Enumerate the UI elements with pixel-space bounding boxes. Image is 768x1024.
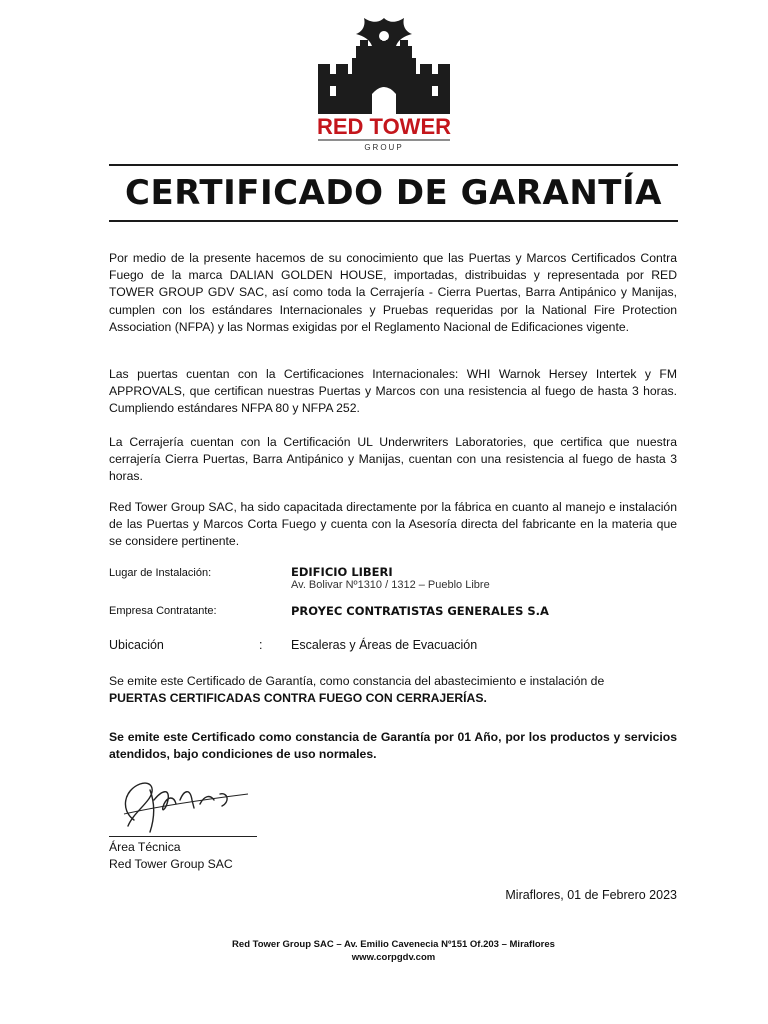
logo-subtitle: GROUP (364, 143, 404, 152)
installation-label: Lugar de Instalación: (109, 567, 212, 579)
location-colon: : (259, 638, 263, 652)
emission-line-1: Se emite este Certificado de Garantía, como constancia del abastecimiento e instalación de (109, 674, 605, 688)
emission-statement (109, 673, 677, 707)
signature-line (109, 836, 257, 837)
paragraph-locksmith: La Cerrajería cuentan con la Certificación UL Underwriters Laboratories, que certifica que nuestra cerrajería Cierra Puertas, Barra Antipánico y Manijas, cuentan con una resistencia al fuego de hasta 3 horas. (109, 435, 677, 484)
installation-value: EDIFICIO LIBERI (291, 565, 393, 579)
title-bottom-rule (109, 220, 678, 222)
contractor-label: Empresa Contratante: (109, 605, 217, 617)
footer-website: www.corpgdv.com (351, 952, 436, 963)
signature-icon (110, 770, 260, 838)
paragraph-training: Red Tower Group SAC, ha sido capacitada directamente por la fábrica en cuanto al manejo e instalación de las Puertas y Marcos Corta Fuego y cuenta con la Asesoría directa del fabricante en la materia que se considere pertinente. (109, 500, 677, 549)
logo-brand: RED TOWER (316, 114, 452, 139)
footer-address: Red Tower Group SAC – Av. Emilio Cavenecia Nº151 Of.203 – Miraflores (232, 939, 555, 950)
signature-area: Área Técnica (109, 840, 181, 854)
title-top-rule (109, 164, 678, 166)
signature-company: Red Tower Group SAC (109, 857, 233, 871)
emission-line-2: PUERTAS CERTIFICADAS CONTRA FUEGO CON CERRAJERÍAS. (109, 691, 487, 706)
contractor-value: PROYEC CONTRATISTAS GENERALES S.A (291, 604, 549, 618)
paragraph-intro: Por medio de la presente hacemos de su conocimiento que las Puertas y Marcos Certificados Contra Fuego de la marca DALIAN GOLDEN HOUSE, importadas, distribuidas y representada por RED TOWER GROUP GDV SAC, así como toda la Cerrajería - Cierra Puertas, Barra Antipánico y Manijas, cumplen con los estándares Internacionales y Pruebas requeridas por la National Fire Protection Association (NFPA) y las Normas exigidas por el Reglamento Nacional de Edificaciones vigente. (109, 251, 677, 334)
issue-date: Miraflores, 01 de Febrero 2023 (505, 888, 677, 902)
installation-address: Av. Bolivar Nº1310 / 1312 – Pueblo Libre (291, 579, 490, 591)
page-title: CERTIFICADO DE GARANTÍA (125, 173, 662, 213)
company-logo (300, 14, 468, 154)
location-label: Ubicación (109, 638, 164, 652)
location-value: Escaleras y Áreas de Evacuación (291, 638, 478, 652)
warranty-statement: Se emite este Certificado como constancia de Garantía por 01 Año, por los productos y servicios atendidos, bajo condiciones de uso normales. (109, 730, 677, 762)
paragraph-certifications: Las puertas cuentan con la Certificaciones Internacionales: WHI Warnok Hersey Intertek y FM APPROVALS, que certifican nuestras Puertas y Marcos con una resistencia al fuego de hasta 3 horas. Cumpliendo estándares NFPA 80 y NFPA 252. (109, 367, 677, 416)
castle-icon (300, 14, 468, 154)
